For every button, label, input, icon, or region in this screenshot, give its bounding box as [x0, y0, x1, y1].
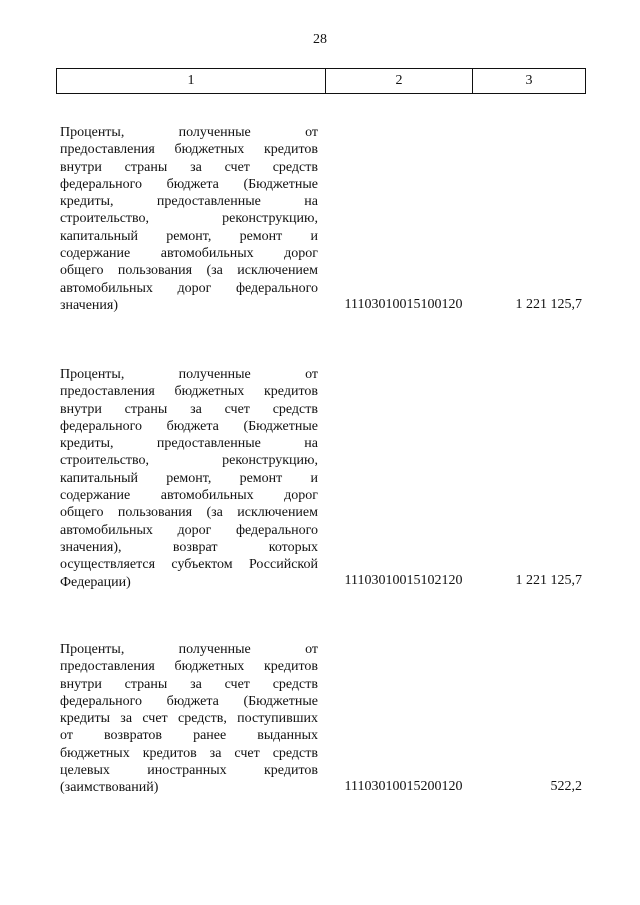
description-line: Проценты, полученные от — [60, 367, 318, 382]
description-line: внутри страны за счет средств — [60, 676, 318, 692]
row-description — [60, 366, 318, 591]
row-code: 11103010015102120 — [344, 573, 463, 588]
description-line: предоставления бюджетных кредитов — [60, 142, 318, 158]
table-row — [60, 124, 582, 324]
description-line: Федерации) — [60, 574, 131, 590]
row-code: 11103010015200120 — [344, 779, 463, 794]
description-line: предоставления бюджетных кредитов — [60, 384, 318, 400]
page-number: 28 — [313, 32, 327, 47]
description-line: предоставления бюджетных кредитов — [60, 659, 318, 675]
row-code: 11103010015100120 — [344, 297, 463, 312]
description-line: строительство, реконструкцию, — [60, 453, 318, 469]
row-amount: 522,2 — [550, 779, 582, 794]
row-amount: 1 221 125,7 — [515, 297, 582, 312]
description-line: федерального бюджета (Бюджетные — [60, 418, 318, 434]
description-line: федерального бюджета (Бюджетные — [60, 693, 318, 709]
table-header — [56, 68, 586, 94]
description-line: общего пользования (за исключением — [60, 263, 318, 279]
description-line: Проценты, полученные от — [60, 125, 318, 140]
description-line: федерального бюджета (Бюджетные — [60, 176, 318, 192]
description-line: строительство, реконструкцию, — [60, 211, 318, 227]
description-line: содержание автомобильных дорог — [60, 246, 318, 262]
description-line: кредиты, предоставленные на — [60, 194, 318, 210]
header-col-3: 3 — [525, 73, 533, 88]
row-description — [60, 641, 318, 797]
description-line: значения) — [60, 297, 119, 313]
description-line: Проценты, полученные от — [60, 642, 318, 657]
description-line: осуществляется субъектом Российской — [60, 557, 318, 573]
description-line: кредиты за счет средств, поступивших — [60, 711, 318, 727]
description-line: автомобильных дорог федерального — [60, 522, 318, 538]
description-line: автомобильных дорог федерального — [60, 280, 318, 296]
row-description — [60, 124, 318, 314]
row-amount: 1 221 125,7 — [515, 573, 582, 588]
description-line: внутри страны за счет средств — [60, 401, 318, 417]
description-line: целевых иностранных кредитов — [60, 763, 318, 779]
header-col-2: 2 — [326, 69, 473, 93]
description-line: от возвратов ранее выданных — [60, 728, 318, 744]
table-row — [60, 641, 582, 811]
description-line: бюджетных кредитов за счет средств — [60, 745, 318, 761]
description-line: содержание автомобильных дорог — [60, 488, 318, 504]
description-line: общего пользования (за исключением — [60, 505, 318, 521]
description-line: капитальный ремонт, ремонт и — [60, 228, 318, 244]
description-line: внутри страны за счет средств — [60, 159, 318, 175]
description-line: (заимствований) — [60, 780, 159, 796]
description-line: капитальный ремонт, ремонт и — [60, 470, 318, 486]
description-line: кредиты, предоставленные на — [60, 436, 318, 452]
description-line: значения), возврат которых — [60, 539, 318, 555]
header-col-1: 1 — [57, 69, 326, 93]
table-row — [60, 366, 582, 606]
